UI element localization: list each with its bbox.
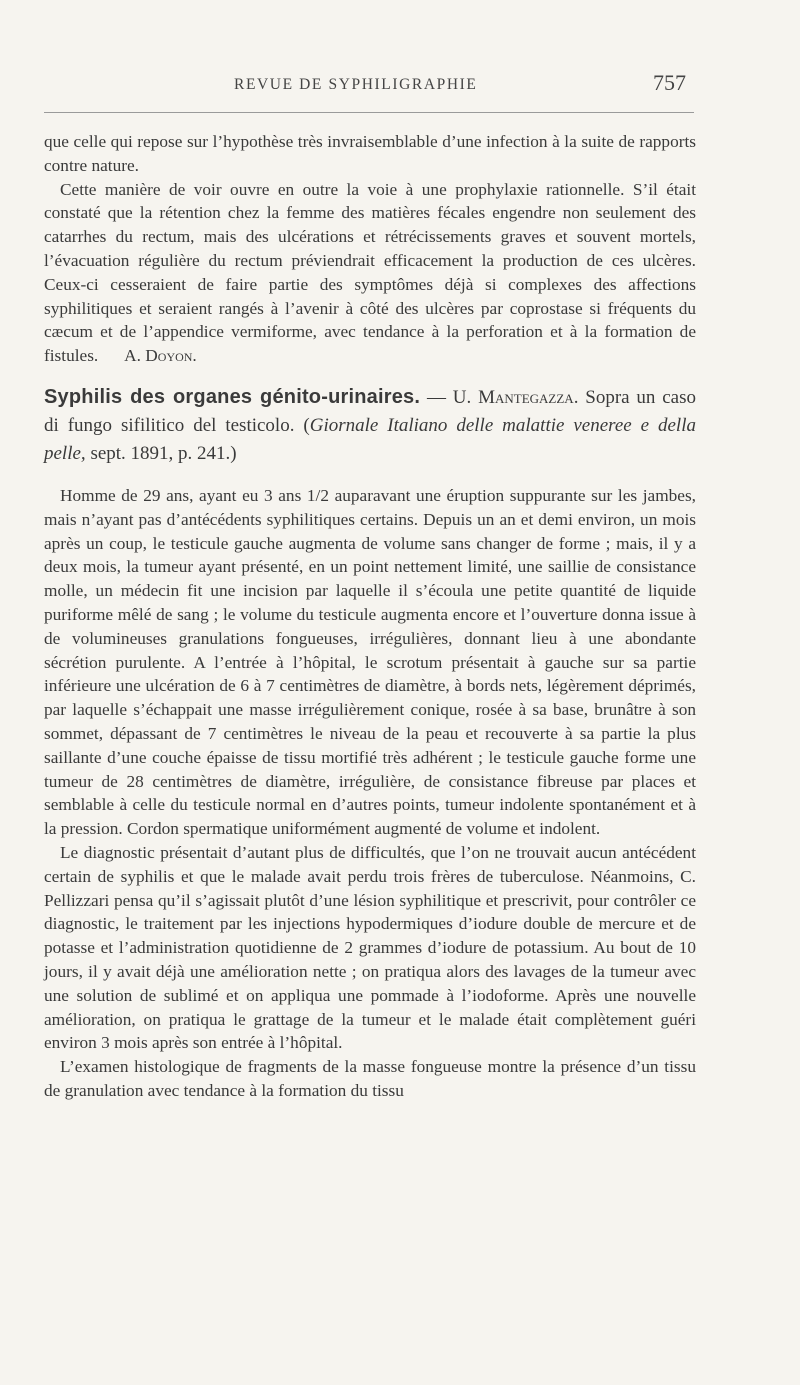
header-rule xyxy=(44,112,694,113)
author-signature: A. Doyon. xyxy=(124,346,197,366)
article-body xyxy=(44,484,696,1103)
page-body xyxy=(44,130,696,1103)
paragraph: Le diagnostic présentait d’autant plus de difficultés, que l’on ne trouvait aucun antécédent certain de syphilis et que le malade avait perdu trois frères de tuberculose. Néanmoins, C. Pellizzari pensa qu’il s’agissait plutôt d’une lésion syphilitique et prescrivit, pour contrôler ce diagnostic, le traitement par les injections hypodermiques d’iodure double de mercure et de potasse et l’administration quotidienne de 2 grammes d’iodure de potassium. Au bout de 10 jours, il y avait déjà une amélioration nette ; on pratiqua alors des lavages de la tumeur avec une solution de sublimé et on appliqua une pommade à l’iodoforme. Après une nouvelle amélioration, on pratiqua le grattage de la tumeur et le malade était complètement guéri environ 3 mois après son entrée à l’hôpital. xyxy=(44,842,696,1053)
citation: sept. 1891, p. 241.) xyxy=(90,442,237,464)
section-heading xyxy=(44,383,696,468)
article-author: Mantegazza. xyxy=(478,386,579,408)
paragraph-text: Cette manière de voir ouvre en outre la voie à une prophylaxie rationnelle. S’il était constaté que la rétention chez la femme des matières fécales engendre non seulement des catarrhes du rectum, mais des ulcérations et rétrécissements graves et souvent mortels, l’évacuation régulière du rectum préviendrait efficacement la production de ces ulcères. Ceux-ci cesseraient de faire partie des symptômes déjà si complexes des affections syphilitiques et seraient rangés à l’avenir à côté des ulcères par coprostase si fréquents du cæcum et de l’appendice vermiforme, avec tendance à la perforation et à la formation de fistules. xyxy=(44,179,696,366)
journal-name: Giornale Italiano delle malattie veneree e della pelle, xyxy=(44,414,696,464)
paragraph: Homme de 29 ans, ayant eu 3 ans 1/2 auparavant une éruption suppurante sur les jambes, mais n’ayant pas d’antécédents syphilitiques certains. Depuis un an et demi environ, un mois après un coup, le testicule gauche augmenta de volume sans changer de forme ; mais, il y a deux mois, la tumeur ayant présenté, en un point nettement limité, une saillie de consistance molle, un médecin fit une incision par laquelle il s’écoula une petite quantité de liquide puriforme mêlé de sang ; le volume du testicule augmenta encore et l’ouverture donna issue à de volumineuses granulations fongueuses, irrégulières, donnant lieu à une abondante sécrétion purulente. A l’entrée à l’hôpital, le scrotum présentait à gauche sur sa partie inférieure une ulcération de 6 à 7 centimètres de diamètre, à bords nets, légèrement déprimés, par laquelle s’échappait une masse irrégulièrement conique, rosée à sa base, brunâtre à son sommet, dépassant de 7 centimètres le niveau de la peau et recouverte à sa partie la plus saillante d’une couche épaisse de tissu mortifié très adhérent ; le testicule gauche forme une tumeur de 28 centimètres de diamètre, irrégulière, de consistance fibreuse par places et semblable à celle du testicule normal en d’autres points, tumeur indolente spontanément et à la pression. Cordon spermatique uniformément augmenté de volume et indolent. xyxy=(44,485,696,839)
page-header xyxy=(44,70,690,100)
page-number: 757 xyxy=(653,70,686,95)
section-dash: — U. xyxy=(426,386,472,408)
article-title: Sopra un caso di fungo sifilitico del testicolo. ( xyxy=(44,386,697,436)
paragraph: L’examen histologique de fragments de la masse fongueuse montre la présence d’un tissu de granulation avec tendance à la formation du tissu xyxy=(44,1057,696,1100)
paragraph xyxy=(44,178,696,368)
running-title: REVUE DE SYPHILIGRAPHIE xyxy=(234,76,478,93)
paragraph: que celle qui repose sur l’hypothèse très invraisemblable d’une infection à la suite de rapports contre nature. xyxy=(44,132,696,175)
section-title: Syphilis des organes génito-urinaires. xyxy=(44,385,421,408)
